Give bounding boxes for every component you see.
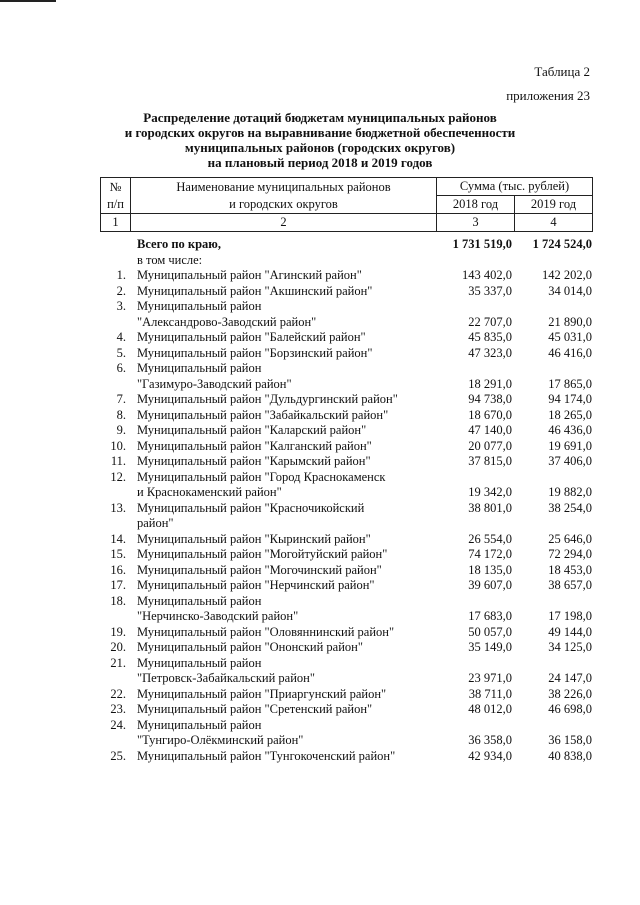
row-number: 7. [116, 392, 126, 406]
value-2019: 17 865,0 [548, 376, 592, 391]
row-name-line: Муниципальный район "Кыринский район" [137, 531, 371, 546]
table-row [100, 594, 592, 625]
value-2019: 34 125,0 [548, 640, 592, 654]
table-row [100, 563, 592, 579]
value-2019: 19 691,0 [548, 438, 592, 453]
subtotal-caption-row [100, 253, 592, 269]
table-row [100, 718, 592, 749]
row-name [137, 330, 437, 346]
value-2019: 38 254,0 [548, 500, 592, 515]
table-row [100, 423, 592, 439]
row-name [137, 578, 437, 594]
value-2019: 142 202,0 [542, 268, 592, 282]
row-name-line: Муниципальный район "Каларский район" [137, 423, 367, 437]
value-2019: 49 144,0 [548, 624, 592, 639]
row-name-line: Муниципальный район "Карымский район" [137, 454, 371, 468]
row-number: 17. [110, 578, 126, 592]
value-2018: 17 683,0 [468, 609, 512, 623]
row-name [137, 439, 437, 455]
value-2019: 36 158,0 [548, 733, 592, 747]
table-row [100, 702, 592, 718]
value-2018: 18 291,0 [468, 376, 512, 391]
row-name-line: Муниципальный район [137, 593, 262, 608]
table-row [100, 470, 592, 501]
row-number: 23. [110, 702, 126, 716]
table-row [100, 392, 592, 408]
row-number: 4. [116, 330, 126, 344]
row-number: 13. [110, 500, 126, 515]
value-2018: 37 815,0 [468, 454, 512, 468]
row-name [137, 547, 437, 563]
total-2018: 1 731 519,0 [452, 237, 512, 251]
row-number: 20. [110, 640, 126, 654]
row-number: 6. [116, 361, 126, 375]
row-name-line: Муниципальный район [137, 655, 262, 670]
row-name-line: Муниципальный район "Забайкальский район" [137, 407, 389, 422]
row-name-line: "Тунгиро-Олёкминский район" [137, 733, 304, 747]
value-2018: 47 323,0 [468, 345, 512, 360]
table-row [100, 439, 592, 455]
row-number: 9. [116, 423, 126, 437]
value-2019: 72 294,0 [548, 547, 592, 561]
row-number: 10. [110, 438, 126, 453]
row-name [137, 408, 437, 424]
value-2019: 94 174,0 [548, 392, 592, 406]
value-2019: 40 838,0 [548, 748, 592, 763]
value-2019: 34 014,0 [548, 283, 592, 298]
row-name [137, 656, 437, 687]
row-name-line: Муниципальный район "Тунгокоченский район" [137, 748, 396, 763]
table-row [100, 330, 592, 346]
row-name [137, 299, 437, 330]
row-number: 25. [110, 748, 126, 763]
total-row [100, 237, 592, 253]
row-name [137, 454, 437, 470]
row-name [137, 268, 437, 284]
table-row [100, 299, 592, 330]
row-number: 18. [110, 593, 126, 608]
value-2018: 48 012,0 [468, 702, 512, 716]
row-name [137, 718, 437, 749]
row-number: 2. [116, 283, 126, 298]
value-2019: 25 646,0 [548, 531, 592, 546]
table-row [100, 749, 592, 765]
row-name-line: Муниципальный район "Город Краснокаменск [137, 469, 386, 484]
value-2019: 45 031,0 [548, 330, 592, 344]
row-name-line: Муниципальный район "Агинский район" [137, 268, 362, 282]
value-2018: 35 149,0 [468, 640, 512, 654]
row-number: 12. [110, 469, 126, 484]
row-name-line: Муниципальный район "Дульдургинский район" [137, 392, 398, 406]
table-row [100, 640, 592, 656]
row-name-line: Муниципальный район "Могочинский район" [137, 562, 382, 577]
row-name-line: Муниципальный район "Акшинский район" [137, 283, 373, 298]
subtotal-caption: в том числе: [137, 252, 203, 267]
title-line: Распределение дотаций бюджетам муниципальных районов [143, 110, 497, 125]
row-name-line: Муниципальный район "Балейский район" [137, 330, 366, 344]
row-name-line: Муниципальный район "Сретенский район" [137, 702, 373, 716]
row-number: 5. [116, 345, 126, 360]
value-2018: 19 342,0 [468, 485, 512, 499]
value-2019: 46 436,0 [548, 423, 592, 437]
row-name [137, 625, 437, 641]
row-number: 19. [110, 624, 126, 639]
value-2018: 39 607,0 [468, 578, 512, 592]
value-2018: 36 358,0 [468, 733, 512, 747]
row-number: 3. [116, 299, 126, 313]
value-2018: 74 172,0 [468, 547, 512, 561]
value-2018: 38 801,0 [468, 500, 512, 515]
row-name [137, 702, 437, 718]
value-2018: 47 140,0 [468, 423, 512, 437]
row-name [137, 392, 437, 408]
value-2019: 21 890,0 [548, 314, 592, 329]
total-label: Всего по краю, [137, 237, 221, 251]
row-name [137, 594, 437, 625]
value-2019: 19 882,0 [548, 485, 592, 499]
row-name [137, 749, 437, 765]
row-name [137, 640, 437, 656]
row-number: 22. [110, 686, 126, 701]
header-year-2018: 2018 год [437, 196, 515, 214]
row-name-line: Муниципальный район "Красночикойский [137, 500, 365, 515]
table-row [100, 687, 592, 703]
value-2018: 38 711,0 [468, 686, 512, 701]
header-name-line: Наименование муниципальных районов [176, 179, 391, 194]
title-line: на плановый период 2018 и 2019 годов [207, 155, 433, 170]
value-2018: 18 670,0 [468, 407, 512, 422]
table-row [100, 656, 592, 687]
row-name [137, 687, 437, 703]
row-name-line: Муниципальный район "Могойтуйский район" [137, 547, 388, 561]
row-name [137, 532, 437, 548]
title-line: и городских округов на выравнивание бюджетной обеспеченности [124, 125, 516, 140]
value-2019: 38 657,0 [548, 578, 592, 592]
appendix-label: приложения 23 [506, 88, 590, 103]
header-sum: Сумма (тыс. рублей) [437, 178, 593, 196]
row-name-line: Муниципальный район "Ононский район" [137, 640, 363, 654]
value-2019: 38 226,0 [548, 686, 592, 701]
table-row [100, 346, 592, 362]
col-index-3: 3 [437, 214, 515, 232]
title-line: муниципальных районов (городских округов) [184, 140, 456, 155]
row-number: 14. [110, 531, 126, 546]
table-row [100, 625, 592, 641]
table-row [100, 578, 592, 594]
table-label: Таблица 2 [534, 64, 590, 79]
value-2018: 143 402,0 [462, 268, 512, 282]
value-2019: 24 147,0 [548, 671, 592, 685]
value-2019: 18 453,0 [548, 562, 592, 577]
col-index-1: 1 [101, 214, 131, 232]
value-2019: 17 198,0 [548, 609, 592, 623]
row-name-line: Муниципальный район "Приаргунский район" [137, 686, 387, 701]
row-name-line: "Петровск-Забайкальский район" [137, 671, 315, 685]
row-name-line: Муниципальный район [137, 361, 262, 375]
row-number: 15. [110, 547, 126, 561]
value-2018: 94 738,0 [468, 392, 512, 406]
header-num-cell [101, 178, 131, 214]
document-title [100, 110, 540, 170]
table-row [100, 547, 592, 563]
value-2018: 20 077,0 [468, 438, 512, 453]
row-name-line: Муниципальный район [137, 717, 262, 732]
row-name-line: Муниципальный район "Оловяннинский район" [137, 624, 395, 639]
value-2018: 42 934,0 [468, 748, 512, 763]
row-number: 16. [110, 562, 126, 577]
row-name [137, 470, 437, 501]
header-num-bottom: п/п [107, 196, 124, 211]
value-2018: 22 707,0 [468, 314, 512, 329]
row-name [137, 563, 437, 579]
value-2019: 18 265,0 [548, 407, 592, 422]
header-name-line: и городских округов [229, 196, 338, 211]
row-name-line: район" [137, 516, 174, 530]
table-row [100, 501, 592, 532]
row-name [137, 361, 437, 392]
row-name [137, 501, 437, 532]
value-2018: 26 554,0 [468, 531, 512, 546]
top-rule [0, 0, 56, 2]
row-name-line: Муниципальный район "Нерчинский район" [137, 578, 375, 592]
value-2018: 18 135,0 [468, 562, 512, 577]
table-row [100, 361, 592, 392]
row-number: 24. [110, 717, 126, 732]
value-2019: 46 698,0 [548, 702, 592, 716]
row-name-line: Муниципальный район "Борзинский район" [137, 345, 373, 360]
row-name [137, 284, 437, 300]
table-row [100, 268, 592, 284]
row-number: 11. [110, 454, 126, 468]
row-name-line: Муниципальный район "Калганский район" [137, 438, 372, 453]
col-index-4: 4 [515, 214, 593, 232]
header-num-top: № [109, 179, 122, 194]
total-2019: 1 724 524,0 [532, 237, 592, 251]
row-number: 8. [116, 407, 126, 422]
row-name-line: Муниципальный район [137, 299, 262, 313]
value-2018: 50 057,0 [468, 624, 512, 639]
row-name [137, 423, 437, 439]
row-name-line: и Краснокаменский район" [137, 485, 282, 499]
row-number: 21. [110, 655, 126, 670]
table-header [100, 177, 593, 232]
header-year-2019: 2019 год [515, 196, 593, 214]
row-number: 1. [116, 268, 126, 282]
row-name [137, 346, 437, 362]
row-name-line: "Александрово-Заводский район" [137, 314, 317, 329]
table-row [100, 284, 592, 300]
row-name-line: "Нерчинско-Заводский район" [137, 609, 299, 623]
table-row [100, 532, 592, 548]
row-name-line: "Газимуро-Заводский район" [137, 376, 292, 391]
value-2018: 35 337,0 [468, 283, 512, 298]
header-name-cell [131, 178, 437, 214]
table-body [100, 237, 592, 764]
value-2018: 45 835,0 [468, 330, 512, 344]
table-row [100, 454, 592, 470]
col-index-2: 2 [131, 214, 437, 232]
value-2019: 37 406,0 [548, 454, 592, 468]
table-row [100, 408, 592, 424]
value-2018: 23 971,0 [468, 671, 512, 685]
value-2019: 46 416,0 [548, 345, 592, 360]
